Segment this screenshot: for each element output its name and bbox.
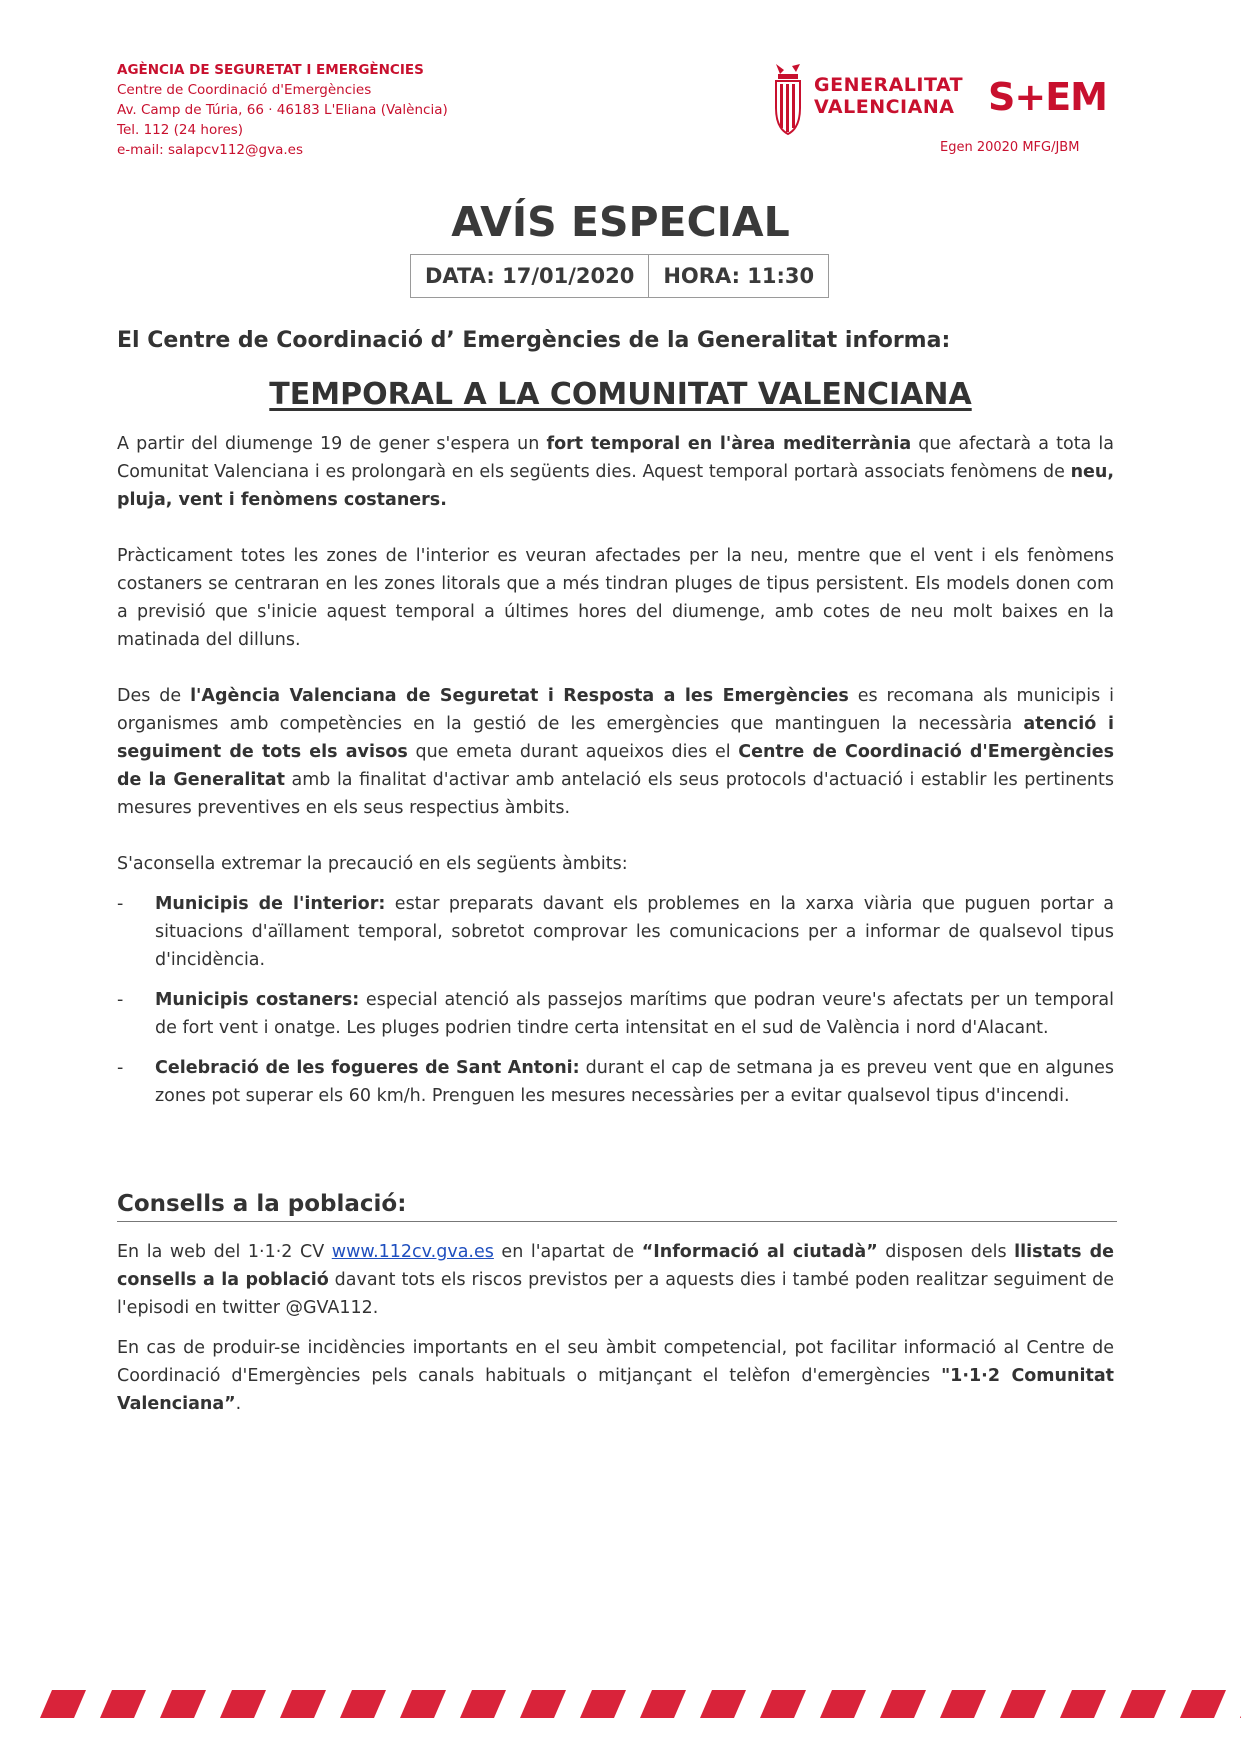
- footer-stripe: [160, 1690, 206, 1718]
- bullet-dash: -: [117, 1058, 124, 1078]
- c2-bold-b: "1·1·2 Comunitat Valenciana”: [117, 1366, 1115, 1414]
- footer-stripe: [460, 1690, 506, 1718]
- section-title-advice: Consells a la població:: [117, 1191, 1117, 1222]
- time-label: HORA: 11:30: [648, 255, 828, 297]
- informs-line: El Centre de Coordinació d’ Emergències de la Generalitat informa:: [117, 328, 951, 353]
- footer-stripe: [760, 1690, 806, 1718]
- footer-stripe: [280, 1690, 326, 1718]
- p3-bold-f: Centre de Coordinació d'Emergències de la Generalitat: [117, 742, 1114, 790]
- footer-stripe: [1120, 1690, 1166, 1718]
- paragraph-3: [117, 682, 1114, 822]
- c1-bold-c: “Informació al ciutadà”: [641, 1242, 878, 1262]
- reference-code: Egen 20020 MFG/JBM: [940, 140, 1080, 155]
- c1-text-b: en l'apartat de: [493, 1242, 642, 1262]
- advice-paragraph-2: [117, 1334, 1114, 1418]
- advice-paragraph-1: [117, 1238, 1114, 1322]
- p3-text-a: Des de: [117, 686, 191, 706]
- p3-text-c: es recomana als municipis i organismes amb competències en la gestió de les emergències que mantinguen la necessària: [117, 686, 1114, 734]
- agency-centre: Centre de Coordinació d'Emergències: [117, 82, 372, 98]
- p1-bold-b: fort temporal en l'àrea mediterrània: [546, 434, 912, 454]
- list-item: [117, 1054, 1114, 1110]
- paragraph-4: S'aconsella extremar la precaució en els següents àmbits:: [117, 854, 628, 874]
- c1-text-f: davant tots els riscos previstos per a aquests dies i també poden realitzar seguiment de l'episodi en twitter @GVA112.: [117, 1270, 1115, 1318]
- bullet-dash: -: [117, 990, 124, 1010]
- bullet-body: estar preparats davant els problemes en la xarxa viària que puguen portar a situacions d'aïllament temporal, sobretot comprovar les comunicacions per a informar de qualsevol tipus d'incidència.: [155, 894, 1114, 970]
- agency-phone: Tel. 112 (24 hores): [117, 122, 244, 138]
- gv-logo-line1: GENERALITAT: [814, 74, 964, 96]
- p3-text-e: que emeta durant aqueixos dies el: [407, 742, 739, 762]
- date-time-box: [410, 254, 829, 298]
- p3-bold-d: atenció i seguiment de tots els avisos: [117, 714, 1114, 762]
- headline: TEMPORAL A LA COMUNITAT VALENCIANA: [269, 377, 972, 412]
- p1-text-c: que afectarà a tota la Comunitat Valenciana i es prolongarà en els següents dies. Aquest temporal portarà associats fenòmens de: [117, 434, 1114, 482]
- generalitat-logo-text: [814, 74, 963, 118]
- c1-text-a: En la web del 1·1·2 CV: [117, 1242, 332, 1262]
- header-logos: [772, 60, 1122, 140]
- bullet-dash: -: [117, 894, 124, 914]
- paragraph-1: [117, 430, 1114, 514]
- p3-bold-b: l'Agència Valenciana de Seguretat i Resposta a les Emergències: [190, 686, 849, 706]
- footer-stripe: [1060, 1690, 1106, 1718]
- footer-stripe: [400, 1690, 446, 1718]
- footer-stripe: [580, 1690, 626, 1718]
- footer-stripe: [520, 1690, 566, 1718]
- paragraph-2: Pràcticament totes les zones de l'interior es veuran afectades per la neu, mentre que el vent i els fenòmens costaners se centraran en les zones litorals que a més tindran pluges de tipus persistent. Els models donen com a previsió que s'inicie aquest temporal a últimes hores del diumenge, amb cotes de neu molt baixes en la matinada del dilluns.: [117, 546, 1114, 650]
- footer-stripe: [1000, 1690, 1046, 1718]
- gv-logo-line2: VALENCIANA: [814, 96, 955, 118]
- document-title: AVÍS ESPECIAL: [451, 198, 790, 246]
- footer-stripe: [40, 1690, 86, 1718]
- generalitat-shield-icon: [772, 62, 804, 136]
- footer-stripe: [700, 1690, 746, 1718]
- p1-bold-d: neu, pluja, vent i fenòmens costaners.: [117, 462, 1114, 510]
- footer-stripe: [340, 1690, 386, 1718]
- bullet-text: [155, 986, 1114, 1042]
- agency-name: AGÈNCIA DE SEGURETAT I EMERGÈNCIES: [117, 62, 424, 78]
- agency-email: e-mail: salapcv112@gva.es: [117, 142, 303, 158]
- footer-stripe: [940, 1690, 986, 1718]
- c2-text-a: En cas de produir-se incidències importants en el seu àmbit competencial, pot facilitar informació al Centre de Coordinació d'Emergències pels canals habituals o mitjançant el telèfon d'emergències: [117, 1338, 1114, 1386]
- list-item: [117, 986, 1114, 1042]
- bullet-title: Municipis de l'interior:: [155, 894, 386, 914]
- date-label: DATA: 17/01/2020: [425, 264, 635, 288]
- c1-bold-e: llistats de consells a la població: [117, 1242, 1115, 1290]
- footer-stripe: [640, 1690, 686, 1718]
- sem-logo: S+EM: [988, 75, 1107, 119]
- footer-stripe: [820, 1690, 866, 1718]
- footer-stripe: [100, 1690, 146, 1718]
- bullet-text: [155, 1054, 1114, 1110]
- list-item: [117, 890, 1114, 974]
- bullet-title: Municipis costaners:: [155, 990, 360, 1010]
- agency-info: [117, 60, 448, 160]
- website-link[interactable]: www.112cv.gva.es: [331, 1242, 494, 1262]
- footer-stripe: [880, 1690, 926, 1718]
- p3-text-g: amb la finalitat d'activar amb antelació els seus protocols d'actuació i establir les pertinents mesures preventives en els seus respectius àmbits.: [117, 770, 1114, 818]
- bullet-text: [155, 890, 1114, 974]
- bullet-body: especial atenció als passejos marítims que podran veure's afectats per un temporal de fort vent i onatge. Les pluges podrien tindre certa intensitat en el sud de València i nord d'Alacant.: [155, 990, 1114, 1038]
- footer-stripes: [40, 1690, 1241, 1718]
- footer-stripe: [220, 1690, 266, 1718]
- c1-text-d: disposen dels: [877, 1242, 1015, 1262]
- bullet-body: durant el cap de setmana ja es preveu vent que en algunes zones pot superar els 60 km/h. Prenguen les mesures necessàries per a evitar qualsevol tipus d'incendi.: [155, 1058, 1114, 1106]
- agency-address: Av. Camp de Túria, 66 · 46183 L'Eliana (València): [117, 102, 448, 118]
- footer-stripe: [1180, 1690, 1226, 1718]
- bullet-title: Celebració de les fogueres de Sant Antoni:: [155, 1058, 580, 1078]
- c2-text-c: .: [235, 1394, 242, 1414]
- precaution-list: [117, 890, 1114, 1122]
- p1-text-a: A partir del diumenge 19 de gener s'espera un: [117, 434, 547, 454]
